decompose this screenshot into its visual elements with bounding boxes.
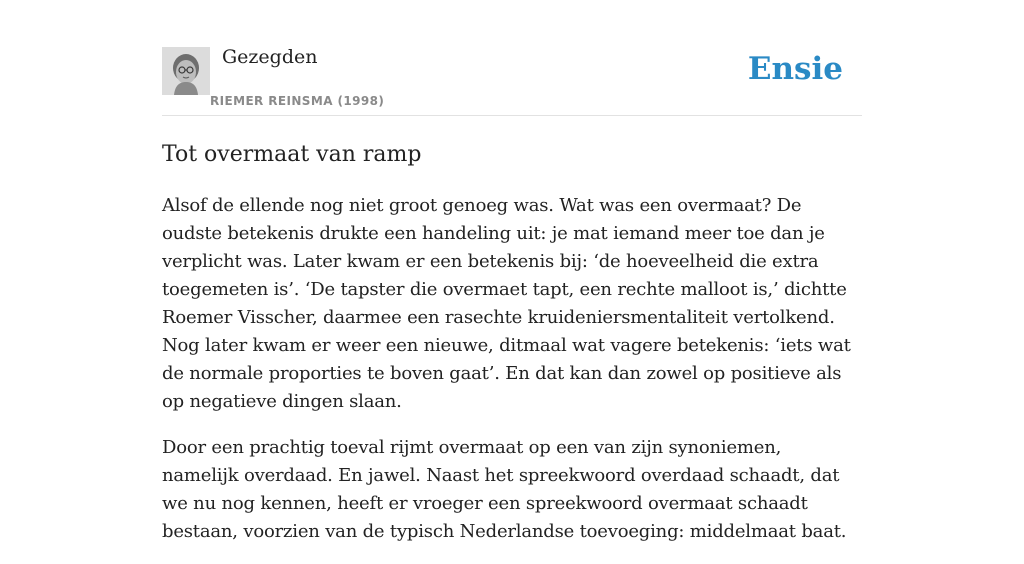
author-name[interactable]: RIEMER REINSMA (1998) [210, 94, 385, 108]
article-title: Tot overmaat van ramp [162, 142, 422, 167]
source-header [162, 46, 862, 116]
article-paragraph: Alsof de ellende nog niet groot genoeg was. Wat was een overmaat? De oudste betekenis drukte een handeling uit: je mat iemand meer toe dan je verplicht was. Later kwam er een betekenis bij: ‘de hoeveelheid die extra toegemeten is’. ‘De tapster die overmaet tapt, een rechte malloot is,’ dichtte Roemer Visscher, daarmee een rasechte kruideniersmentaliteit vertolkend. Nog later kwam er weer een nieuwe, ditmaal wat vagere betekenis: ‘iets wat de normale proporties te boven gaat’. En dat kan dan zowel op positieve als op negatieve dingen slaan. [162, 195, 851, 412]
author-avatar[interactable] [162, 47, 210, 95]
source-title[interactable]: Gezegden [222, 46, 318, 68]
author-portrait-icon [162, 47, 210, 95]
brand-logo[interactable]: Ensie [747, 51, 843, 87]
article-paragraph: Door een prachtig toeval rijmt overmaat op een van zijn synoniemen, namelijk overdaad. En jawel. Naast het spreekwoord overdaad schaadt, dat we nu nog kennen, heeft er vroeger een spreekwoord overmaat schaadt bestaan, voorzien van de typisch Nederlandse toevoeging: middelmaat baat. [162, 437, 847, 542]
article [162, 140, 862, 564]
